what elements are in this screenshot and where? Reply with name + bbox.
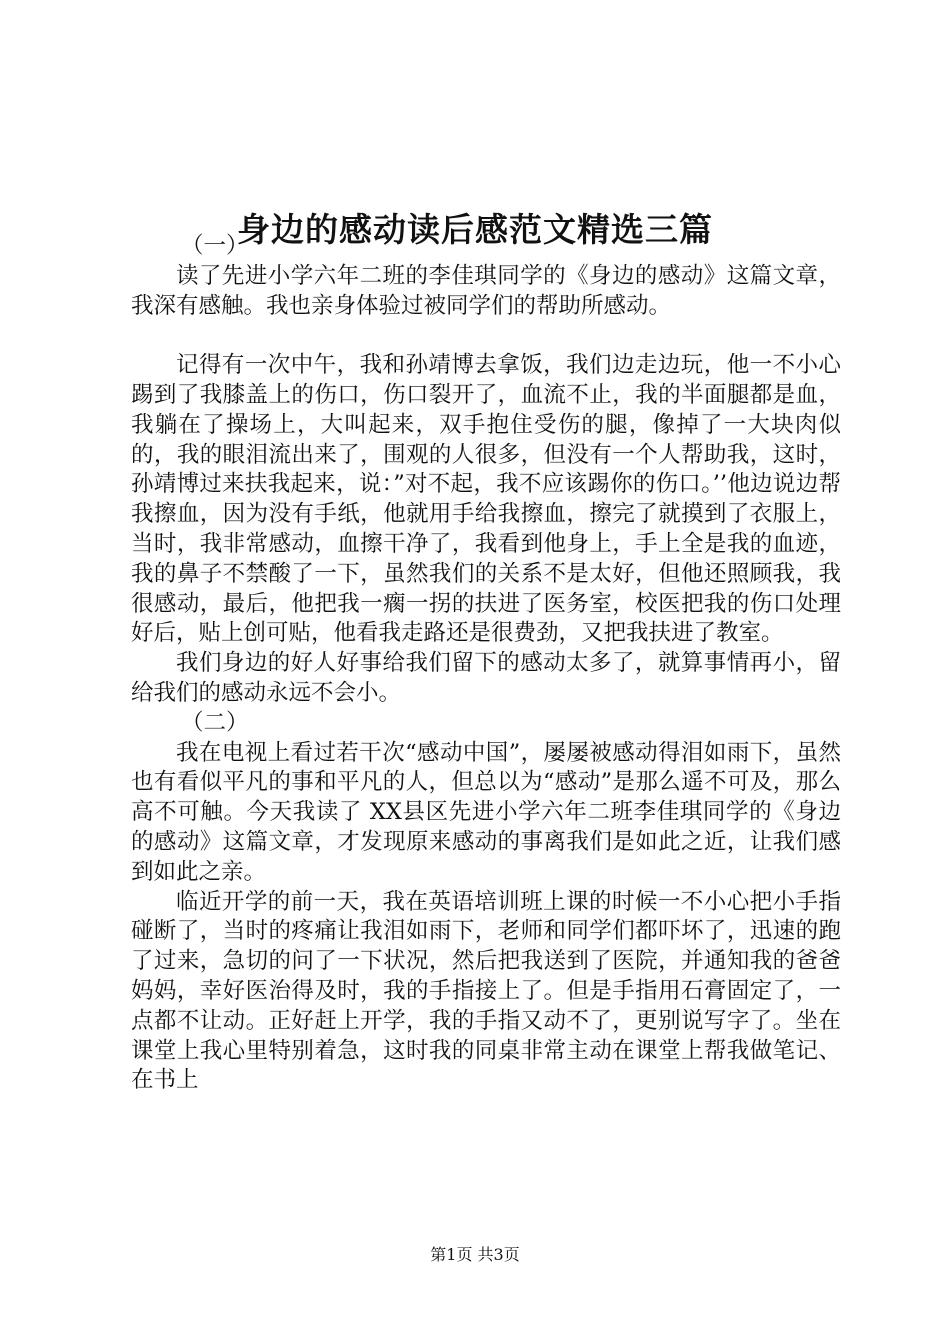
body-paragraph: 临近开学的前一天，我在英语培训班上课的时候一不小心把小手指碰断了，当时的疼痛让我泪如雨下，老师和同学们都吓坏了，迅速的跑了过来，急切的问了一下状况，然后把我送到了医院，并通知我的爸爸妈妈，幸好医治得及时，我的手指接上了。但是手指用石膏固定了，一点都不让动。正好赶上开学，我的手指又动不了，更别说写字了。坐在课堂上我心里特别着急，这时我的同桌非常主动在课堂上帮我做笔记、在书上: [131, 888, 841, 1094]
body-paragraph: 我在电视上看过若干次“感动中国”，屡屡被感动得泪如雨下，虽然也有看似平凡的事和平凡的人，但总以为“感动”是那么遥不可及，那么高不可触。今天我读了 XX县区先进小学六年二班李佳琪同学的《身边的感动》这篇文章，才发现原来感动的事离我们是如此之近，让我们感到如此之亲。: [131, 739, 841, 885]
body-paragraph: 记得有一次中午，我和孙靖博去拿饭，我们边走边玩，他一不小心踢到了我膝盖上的伤口，伤口裂开了，血流不止，我的半面腿都是血，我躺在了操场上，大叫起来，双手抱住受伤的腿，像掉了一大块肉似的，我的眼泪流出来了，围观的人很多，但没有一个人帮助我，这时，孙靖博过来扶我起来，说：”对不起，我不应该踢你的伤口。’’他边说边帮我擦血，因为没有手纸，他就用手给我擦血，擦完了就摸到了衣服上，当时，我非常感动，血擦干净了，我看到他身上，手上全是我的血迹，我的鼻子不禁酸了一下，虽然我们的关系不是太好，但他还照顾我，我很感动，最后，他把我一瘸一拐的扶进了医务室，校医把我的伤口处理好后，贴上创可贴，他看我走路还是很费劲，又把我扶进了教室。: [131, 352, 841, 647]
body-paragraph: 我们身边的好人好事给我们留下的感动太多了，就算事情再小，留给我们的感动永远不会小。: [131, 650, 841, 706]
section-heading-1: （一）: [181, 233, 249, 259]
page-footer: 第1页 共3页: [430, 1245, 520, 1264]
document-body: [131, 232, 841, 1096]
section-heading-2: （二）: [181, 709, 249, 736]
body-paragraph: 读了先进小学六年二班的李佳琪同学的《身边的感动》这篇文章，我深有感触。我也亲身体验过被同学们的帮助所感动。: [131, 262, 841, 319]
document-title: 身边的感动读后感范文精选三篇: [237, 210, 713, 250]
